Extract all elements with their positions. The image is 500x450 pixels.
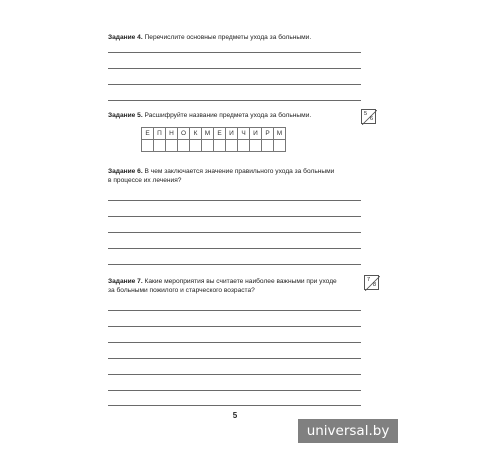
- answer-line[interactable]: [108, 326, 361, 327]
- answer-line[interactable]: [108, 342, 361, 343]
- task-6-text-line-1: В чем заключается значение правильного ухода за больными: [144, 168, 335, 175]
- cipher-letter-cell: Е: [213, 127, 226, 140]
- task-7-text-line-1: Какие мероприятия вы считаете наиболее важными при уходе: [144, 278, 337, 285]
- task-7-prompt: [108, 277, 366, 295]
- answer-line[interactable]: [108, 100, 361, 101]
- badge-bottom-number: 8: [372, 282, 376, 288]
- badge-top-number: 5: [364, 111, 368, 117]
- task-6-text-line-2: в процессе их лечения?: [108, 177, 182, 184]
- badge-bottom-number: 6: [369, 116, 373, 122]
- cipher-letter-cell: Н: [165, 127, 178, 140]
- cipher-letter-cell: К: [189, 127, 202, 140]
- cipher-letter-cell: М: [273, 127, 286, 140]
- task-4-text: Перечислите основные предметы ухода за больными.: [144, 34, 312, 41]
- answer-line[interactable]: [108, 405, 361, 406]
- answer-line[interactable]: [108, 84, 361, 85]
- task-4-prompt: [108, 33, 366, 42]
- cipher-letter-cell: Е: [141, 127, 154, 140]
- points-badge-task-7: [364, 275, 379, 290]
- watermark: universal.by: [298, 419, 398, 443]
- answer-line[interactable]: [108, 264, 361, 265]
- answer-line[interactable]: [108, 200, 361, 201]
- page-number: 5: [232, 411, 238, 420]
- answer-line[interactable]: [108, 68, 361, 69]
- task-7-text-line-2: за больными пожилого и старческого возраста?: [108, 287, 255, 294]
- answer-line[interactable]: [108, 390, 361, 391]
- answer-line[interactable]: [108, 248, 361, 249]
- task-7-label: Задание 7.: [108, 278, 143, 285]
- cipher-letter-cell: И: [249, 127, 262, 140]
- answer-line[interactable]: [108, 216, 361, 217]
- answer-line[interactable]: [108, 358, 361, 359]
- task-6-label: Задание 6.: [108, 168, 143, 175]
- points-badge-task-5: [361, 109, 376, 124]
- task-5-label: Задание 5.: [108, 112, 143, 119]
- cipher-letter-cell: П: [153, 127, 166, 140]
- answer-line[interactable]: [108, 374, 361, 375]
- task-5-prompt: [108, 111, 366, 120]
- task-5-text: Расшифруйте название предмета ухода за больными.: [144, 112, 312, 119]
- cipher-answer-cell[interactable]: [273, 139, 286, 152]
- answer-line[interactable]: [108, 310, 361, 311]
- cipher-letter-cell: И: [225, 127, 238, 140]
- cipher-letter-cell: М: [201, 127, 214, 140]
- cipher-letter-cell: Р: [261, 127, 274, 140]
- answer-line[interactable]: [108, 232, 361, 233]
- task-6-prompt: [108, 167, 366, 185]
- task-4-label: Задание 4.: [108, 34, 143, 41]
- cipher-answer-grid[interactable]: [141, 139, 286, 152]
- answer-line[interactable]: [108, 52, 361, 53]
- badge-top-number: 7: [367, 277, 371, 283]
- cipher-letter-cell: О: [177, 127, 190, 140]
- cipher-letter-cell: Ч: [237, 127, 250, 140]
